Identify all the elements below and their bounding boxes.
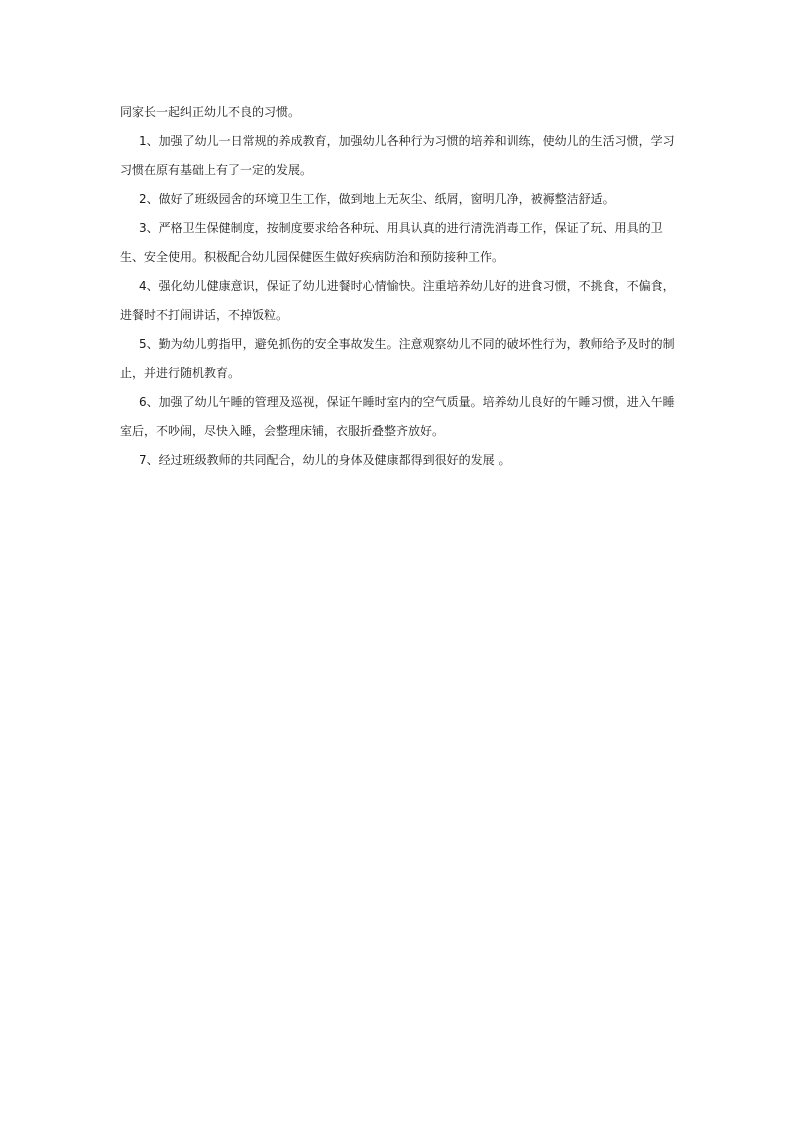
paragraph-item-1: 1、加强了幼儿一日常规的养成教育，加强幼儿各种行为习惯的培养和训练，使幼儿的生活习惯，学习习惯在原有基础上有了一定的发展。: [120, 134, 675, 177]
paragraph-item-5: 5、勤为幼儿剪指甲，避免抓伤的安全事故发生。注意观察幼儿不同的破坏性行为，教师给予及时的制止，并进行随机教育。: [120, 337, 675, 380]
paragraph-item-6: 6、加强了幼儿午睡的管理及巡视，保证午睡时室内的空气质量。培养幼儿良好的午睡习惯，进入午睡室后，不吵闹，尽快入睡，会整理床铺，衣服折叠整齐放好。: [120, 395, 675, 438]
paragraph-intro: 同家长一起纠正幼儿不良的习惯。: [120, 105, 301, 119]
paragraph-item-2: 2、做好了班级园舍的环境卫生工作，做到地上无灰尘、纸屑，窗明几净，被褥整洁舒适。: [139, 192, 615, 206]
paragraph-item-4: 4、强化幼儿健康意识，保证了幼儿进餐时心情愉快。注重培养幼儿好的进食习惯，不挑食，不偏食，进餐时不打闹讲话，不掉饭粒。: [120, 279, 675, 322]
paragraph-item-3: 3、严格卫生保健制度，按制度要求给各种玩、用具认真的进行清洗消毒工作，保证了玩、用具的卫生、安全使用。积极配合幼儿园保健医生做好疾病防治和预防接种工作。: [120, 221, 663, 264]
document-body: [120, 98, 680, 475]
paragraph-item-7: 7、经过班级教师的共同配合，幼儿的身体及健康都得到很好的发展 。: [139, 453, 511, 467]
